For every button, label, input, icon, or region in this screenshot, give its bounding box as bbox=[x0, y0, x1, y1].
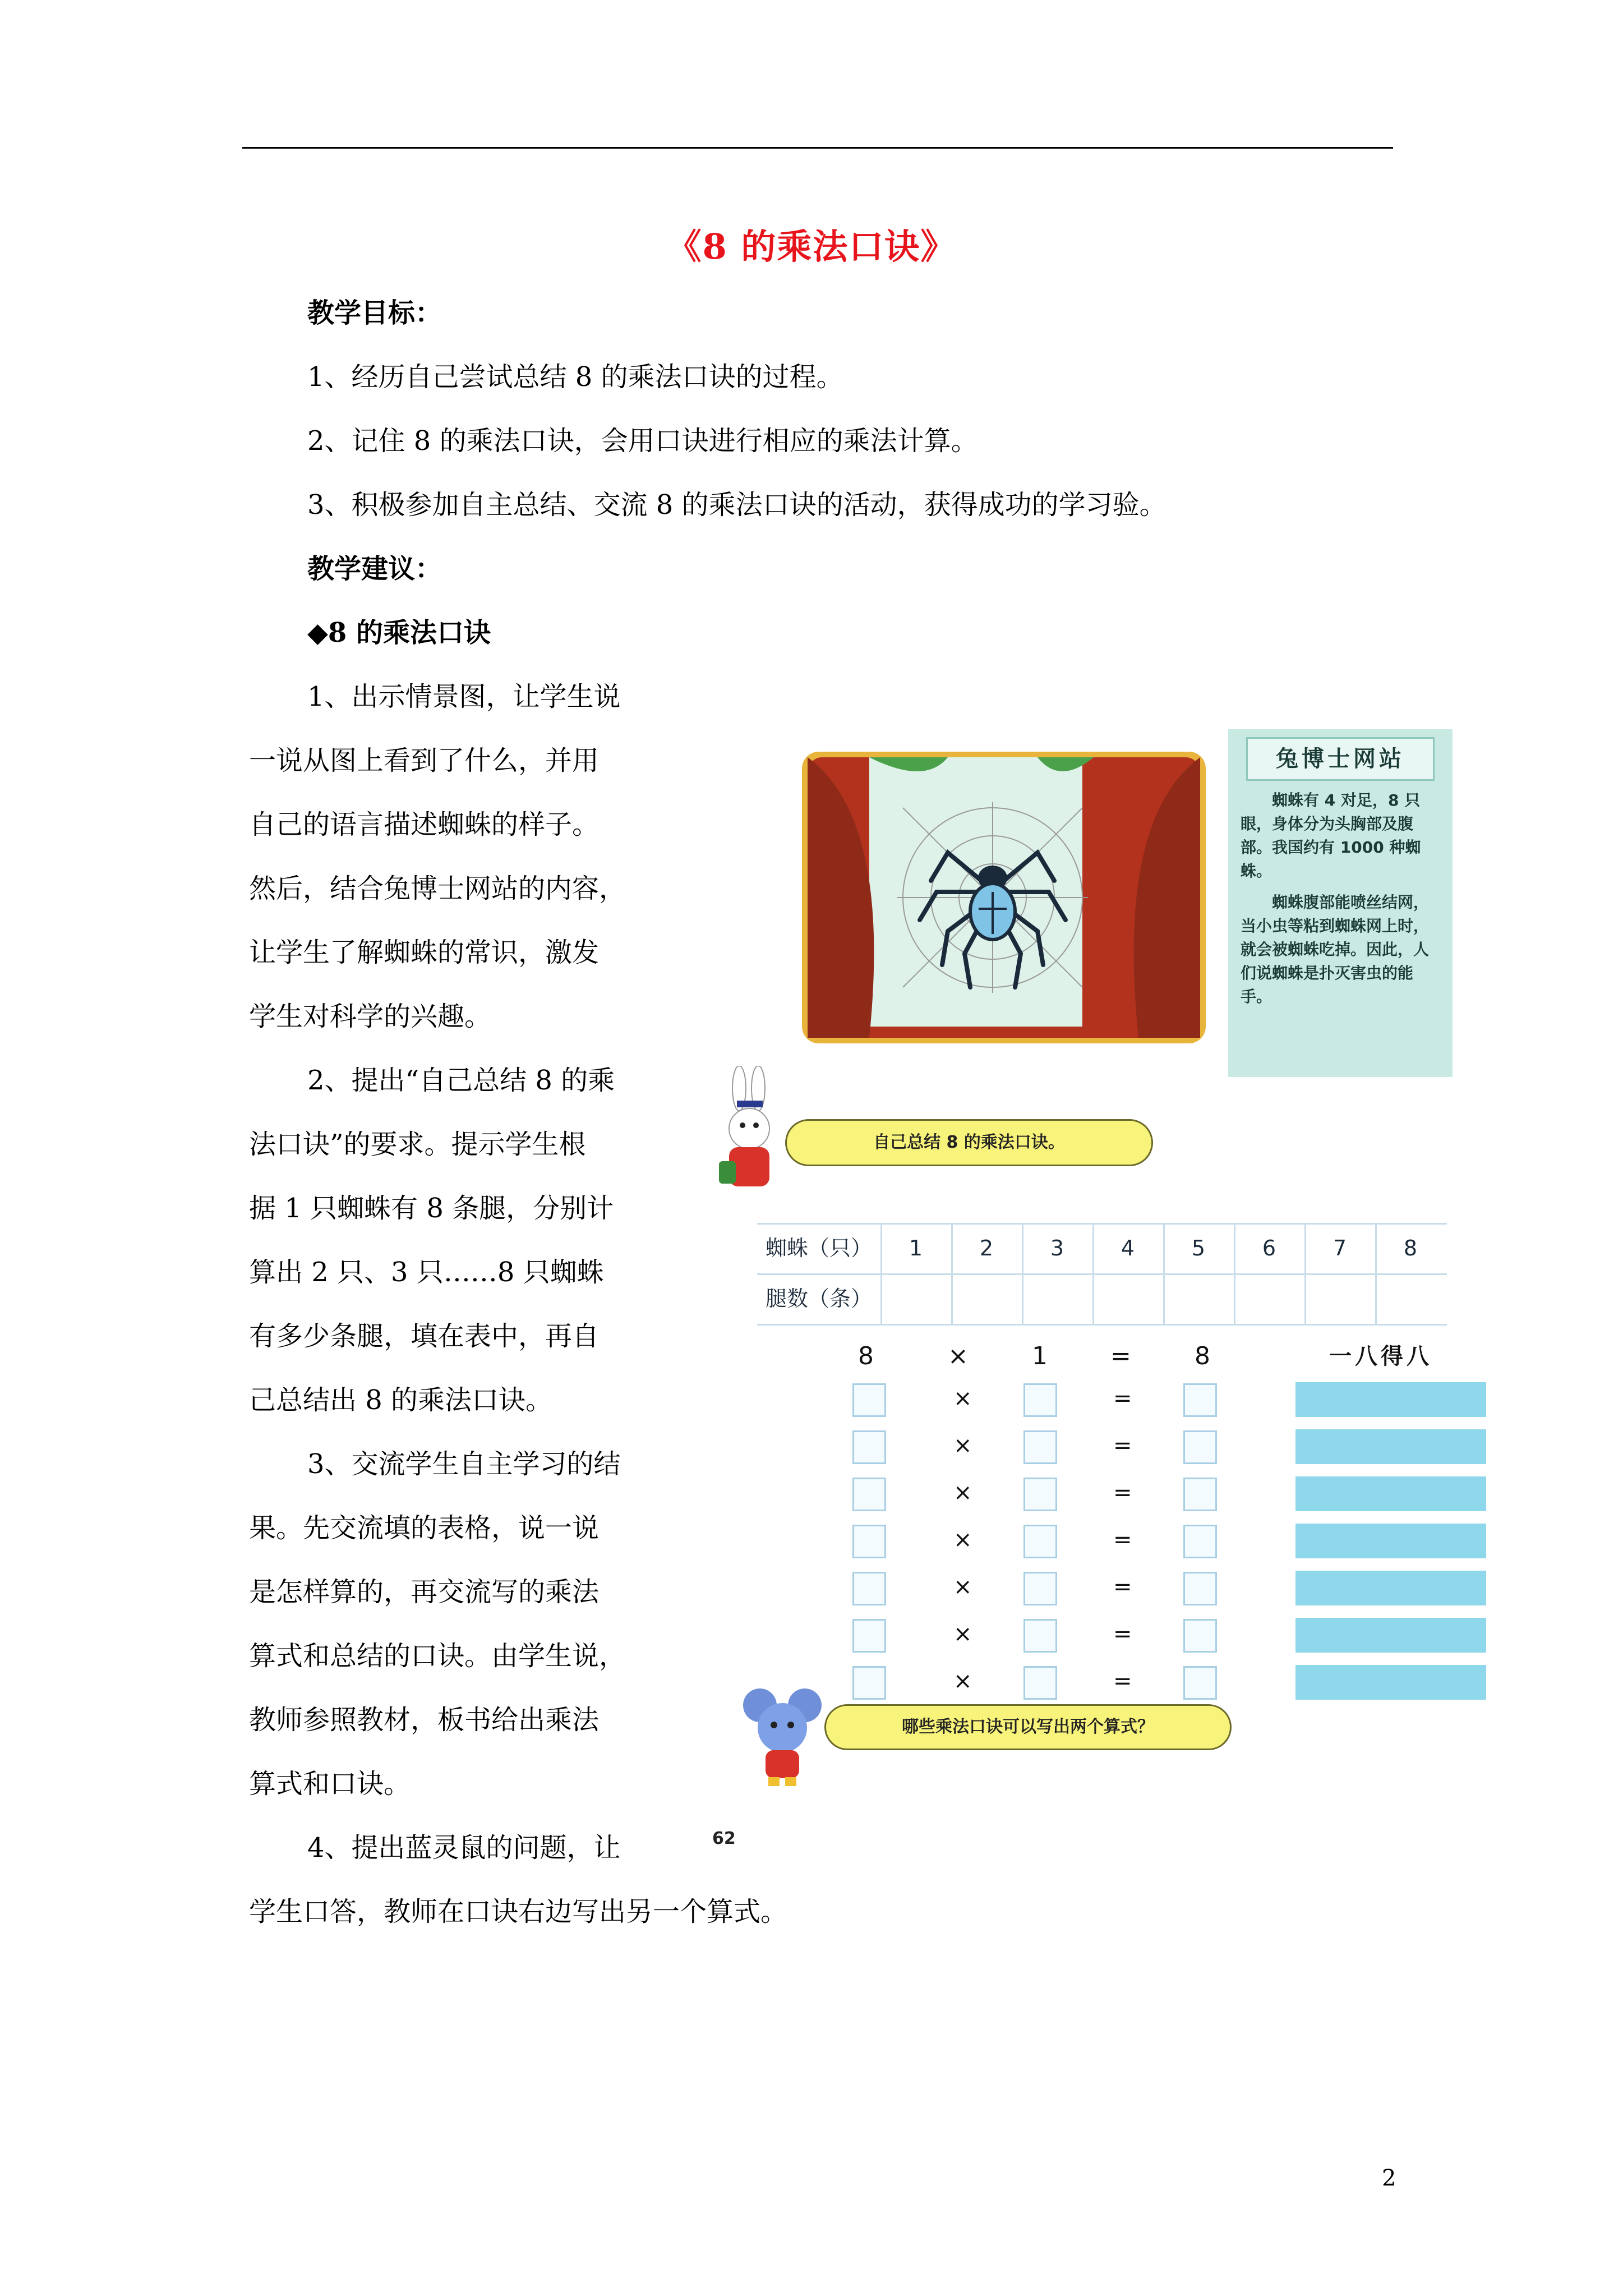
spider-count-label: 蜘蛛（只） bbox=[765, 1236, 872, 1260]
column-line: 法口诀”的要求。提示学生根 bbox=[249, 1129, 586, 1160]
spider-count-cell: 7 bbox=[1332, 1236, 1347, 1260]
column-line: 然后，结合兔博士网站的内容， bbox=[249, 873, 626, 904]
table-divider bbox=[1375, 1223, 1377, 1324]
times-sign: × bbox=[953, 1433, 972, 1458]
column-line: 是怎样算的，再交流写的乘法 bbox=[249, 1576, 600, 1608]
factor-box[interactable] bbox=[852, 1619, 886, 1653]
column-line: 3、交流学生自主学习的结 bbox=[307, 1448, 621, 1480]
spider-count-cell: 6 bbox=[1262, 1236, 1276, 1260]
factor-box[interactable] bbox=[1023, 1572, 1057, 1605]
column-line: 有多少条腿，填在表中，再自 bbox=[249, 1320, 600, 1352]
equals-sign: = bbox=[1113, 1527, 1132, 1553]
leg-count-cell[interactable] bbox=[1304, 1273, 1375, 1324]
equation-row bbox=[847, 1474, 1464, 1513]
textbook-page-number: 62 bbox=[712, 1829, 736, 1848]
column-line: 让学生了解蜘蛛的常识，激发 bbox=[249, 937, 600, 968]
times-sign: × bbox=[953, 1386, 972, 1411]
table-divider bbox=[880, 1223, 882, 1324]
objective-2: 2、记住 8 的乘法口诀，会用口诀进行相应的乘法计算。 bbox=[307, 425, 978, 457]
rhyme-blank-strip[interactable] bbox=[1295, 1476, 1486, 1511]
page-title: 《8 的乘法口诀》 bbox=[666, 226, 957, 267]
column-line: 学生对科学的兴趣。 bbox=[249, 1001, 492, 1032]
spider-count-cell: 1 bbox=[909, 1236, 923, 1260]
eq-equals: = bbox=[1110, 1342, 1131, 1370]
times-sign: × bbox=[953, 1480, 972, 1506]
leg-count-cell[interactable] bbox=[1234, 1273, 1304, 1324]
equation-row bbox=[847, 1616, 1464, 1655]
objectives-heading: 教学目标： bbox=[307, 297, 442, 329]
spider-count-cell: 4 bbox=[1121, 1236, 1135, 1260]
table-divider bbox=[1163, 1223, 1165, 1324]
factor-box[interactable] bbox=[1023, 1383, 1057, 1417]
column-line: 1、出示情景图，让学生说 bbox=[307, 681, 621, 712]
header-rule bbox=[242, 147, 1393, 149]
product-box[interactable] bbox=[1183, 1525, 1217, 1558]
equation-row bbox=[847, 1427, 1464, 1466]
eq-c: 8 bbox=[1195, 1342, 1210, 1370]
column-line: 果。先交流填的表格，说一说 bbox=[249, 1512, 600, 1544]
rhyme-blank-strip[interactable] bbox=[1295, 1665, 1486, 1700]
product-box[interactable] bbox=[1183, 1619, 1217, 1653]
equation-row bbox=[847, 1521, 1464, 1561]
times-sign: × bbox=[953, 1621, 972, 1647]
table-border-bottom bbox=[757, 1324, 1447, 1326]
objective-1: 1、经历自己尝试总结 8 的乘法口诀的过程。 bbox=[307, 361, 843, 393]
dr-rabbit-website-box bbox=[1228, 729, 1453, 1077]
section-heading: ◆8 的乘法口诀 bbox=[307, 617, 491, 648]
spider-count-cell: 2 bbox=[979, 1236, 994, 1260]
spider-count-cell: 8 bbox=[1403, 1236, 1418, 1260]
textbook-figure bbox=[712, 729, 1447, 1885]
factor-box[interactable] bbox=[1023, 1430, 1057, 1464]
equals-sign: = bbox=[1113, 1668, 1132, 1694]
factor-box[interactable] bbox=[1023, 1525, 1057, 1558]
factor-box[interactable] bbox=[852, 1525, 886, 1558]
rhyme-blank-strip[interactable] bbox=[1295, 1382, 1486, 1417]
product-box[interactable] bbox=[1183, 1430, 1217, 1464]
column-line: 据 1 只蜘蛛有 8 条腿，分别计 bbox=[249, 1193, 614, 1224]
table-divider bbox=[1304, 1223, 1306, 1324]
site-paragraph-1: 蜘蛛有 4 对足，8 只眼，身体分为头胸部及腹部。我国约有 1000 种蜘蛛。 bbox=[1241, 791, 1421, 880]
leg-count-cell[interactable] bbox=[880, 1273, 951, 1324]
column-line: 4、提出蓝灵鼠的问题，让 bbox=[307, 1832, 621, 1864]
rhyme-blank-strip[interactable] bbox=[1295, 1429, 1486, 1464]
product-box[interactable] bbox=[1183, 1572, 1217, 1605]
product-box[interactable] bbox=[1183, 1478, 1217, 1511]
factor-box[interactable] bbox=[852, 1383, 886, 1417]
column-line: 己总结出 8 的乘法口诀。 bbox=[249, 1384, 553, 1416]
equals-sign: = bbox=[1113, 1480, 1132, 1506]
equals-sign: = bbox=[1113, 1621, 1132, 1647]
rhyme-blank-strip[interactable] bbox=[1295, 1571, 1486, 1605]
equation-row bbox=[847, 1663, 1464, 1702]
eq-rhyme: 一八得八 bbox=[1329, 1343, 1432, 1369]
spider-scene-illustration bbox=[802, 752, 1206, 1043]
eq-a: 8 bbox=[858, 1342, 874, 1370]
eq-times: × bbox=[948, 1342, 969, 1370]
column-line: 自己的语言描述蜘蛛的样子。 bbox=[249, 809, 600, 840]
table-divider bbox=[951, 1223, 953, 1324]
rhyme-blank-strip[interactable] bbox=[1295, 1524, 1486, 1558]
factor-box[interactable] bbox=[1023, 1666, 1057, 1700]
table-divider bbox=[1234, 1223, 1235, 1324]
leg-count-cell[interactable] bbox=[1092, 1273, 1163, 1324]
factor-box[interactable] bbox=[852, 1478, 886, 1511]
leg-count-cell[interactable] bbox=[951, 1273, 1022, 1324]
objective-3: 3、积极参加自主总结、交流 8 的乘法口诀的活动，获得成功的学习验。 bbox=[307, 489, 1166, 521]
site-title: 兔博士网站 bbox=[1246, 737, 1435, 781]
table-border-middle bbox=[757, 1273, 1447, 1275]
leg-count-cell[interactable] bbox=[1022, 1273, 1092, 1324]
column-line: 算出 2 只、3 只……8 只蜘蛛 bbox=[249, 1257, 604, 1288]
times-sign: × bbox=[953, 1574, 972, 1600]
spider-count-cell: 3 bbox=[1050, 1236, 1064, 1260]
suggestions-heading: 教学建议： bbox=[307, 553, 442, 585]
eq-b: 1 bbox=[1032, 1342, 1048, 1370]
equals-sign: = bbox=[1113, 1574, 1132, 1600]
equation-row-first bbox=[847, 1338, 1464, 1377]
table-divider bbox=[1092, 1223, 1094, 1324]
page-number: 2 bbox=[1382, 2165, 1396, 2191]
equals-sign: = bbox=[1113, 1386, 1132, 1411]
site-paragraph-2: 蜘蛛腹部能喷丝结网，当小虫等粘到蜘蛛网上时，就会被蜘蛛吃掉。因此，人们说蜘蛛是扑灭害虫的能手。 bbox=[1241, 893, 1430, 1006]
leg-count-cell[interactable] bbox=[1163, 1273, 1234, 1324]
rhyme-blank-strip[interactable] bbox=[1295, 1618, 1486, 1653]
last-line: 学生口答，教师在口诀右边写出另一个算式。 bbox=[249, 1896, 788, 1927]
rabbit-character-icon bbox=[712, 1066, 785, 1200]
product-box[interactable] bbox=[1183, 1383, 1217, 1417]
column-line: 一说从图上看到了什么，并用 bbox=[249, 745, 600, 776]
leg-count-label: 腿数（条） bbox=[765, 1286, 872, 1311]
rabbit-speech-bubble: 自己总结 8 的乘法口诀。 bbox=[785, 1119, 1153, 1166]
blue-mouse-character-icon bbox=[740, 1683, 824, 1789]
column-line: 算式和口诀。 bbox=[249, 1768, 411, 1800]
spider-count-cell: 5 bbox=[1191, 1236, 1206, 1260]
column-line: 算式和总结的口诀。由学生说， bbox=[249, 1640, 626, 1672]
factor-box[interactable] bbox=[1023, 1619, 1057, 1653]
equation-row bbox=[847, 1568, 1464, 1608]
equation-row bbox=[847, 1380, 1464, 1419]
times-sign: × bbox=[953, 1668, 972, 1694]
column-line: 2、提出“自己总结 8 的乘 bbox=[307, 1065, 615, 1096]
spider-count-row bbox=[757, 1223, 1447, 1273]
times-sign: × bbox=[953, 1527, 972, 1553]
leg-count-cell[interactable] bbox=[1375, 1273, 1446, 1324]
factor-box[interactable] bbox=[852, 1572, 886, 1605]
table-divider bbox=[1022, 1223, 1023, 1324]
equals-sign: = bbox=[1113, 1433, 1132, 1458]
factor-box[interactable] bbox=[852, 1666, 886, 1700]
mouse-speech-bubble: 哪些乘法口诀可以写出两个算式？ bbox=[824, 1704, 1232, 1750]
column-line: 教师参照教材，板书给出乘法 bbox=[249, 1704, 600, 1736]
table-border-top bbox=[757, 1223, 1447, 1225]
product-box[interactable] bbox=[1183, 1666, 1217, 1700]
factor-box[interactable] bbox=[1023, 1478, 1057, 1511]
factor-box[interactable] bbox=[852, 1430, 886, 1464]
leg-count-row bbox=[757, 1273, 1447, 1324]
